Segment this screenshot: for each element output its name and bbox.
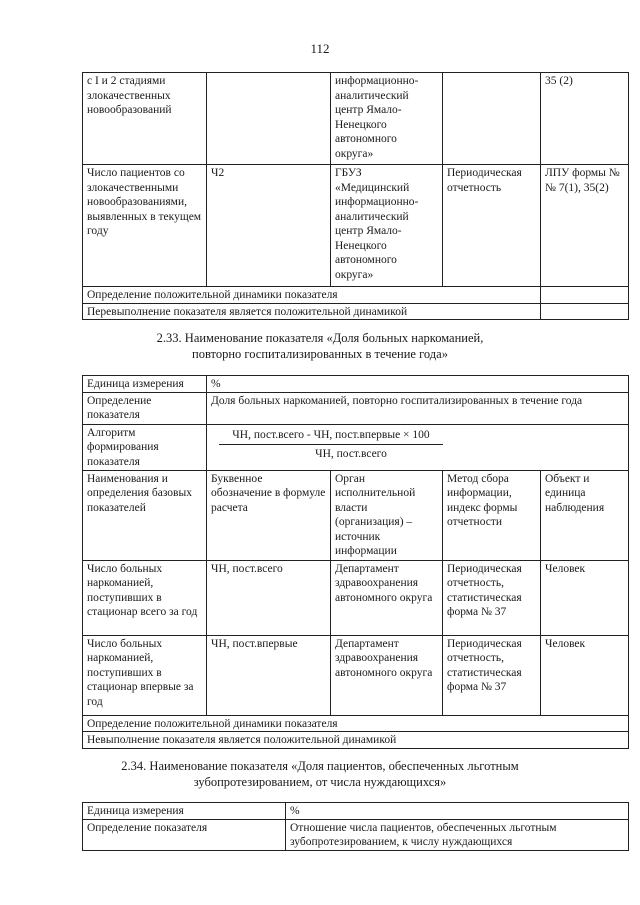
table-row <box>83 424 629 470</box>
table-row <box>83 819 629 850</box>
dynamics-text: Перевыполнение показателя является положительной динамикой <box>83 303 541 320</box>
definition-label: Определение показателя <box>83 819 286 850</box>
table-row <box>83 635 629 715</box>
base-indicator-name: Число больных наркоманией, поступивших в стационар впервые за год <box>83 635 207 715</box>
observation-object: 35 (2) <box>541 73 629 165</box>
info-source: ГБУЗ «Медицинский информационно- аналитический центр Ямало- Ненецкого автономного округа» <box>331 165 443 287</box>
formula-code: ЧН, пост.впервые <box>207 635 331 715</box>
header-source: Орган исполнительной власти (организация) – источник информации <box>331 470 443 560</box>
empty-cell <box>541 303 629 320</box>
table-header-row <box>83 470 629 560</box>
algorithm-label: Алгоритм формирования показателя <box>83 424 207 470</box>
indicator-table-2-34 <box>82 802 629 851</box>
formula-denominator: ЧН, пост.всего <box>315 448 387 460</box>
continuation-table <box>82 72 629 320</box>
section-heading-2-33 <box>0 330 640 362</box>
table-row <box>83 392 629 424</box>
definition-label: Определение показателя <box>83 392 207 424</box>
header-name: Наименования и определения базовых показателей <box>83 470 207 560</box>
dynamics-label: Определение положительной динамики показателя <box>83 715 629 732</box>
table-row <box>83 73 629 165</box>
info-source: Департамент здравоохранения автономного округа <box>331 560 443 635</box>
table-row <box>83 715 629 732</box>
table-row <box>83 803 629 820</box>
indicator-table-2-33 <box>82 375 629 749</box>
base-indicator-name: Число пациентов со злокачественными новообразованиями, выявленных в текущем году <box>83 165 207 287</box>
heading-line: повторно госпитализированных в течение года» <box>192 347 448 361</box>
info-source: Департамент здравоохранения автономного округа <box>331 635 443 715</box>
page-number: 112 <box>310 41 330 56</box>
table-row <box>83 376 629 393</box>
unit-value: % <box>286 803 629 820</box>
table-row <box>83 732 629 749</box>
formula-code <box>207 73 331 165</box>
formula-code: Ч2 <box>207 165 331 287</box>
unit-label: Единица измерения <box>83 376 207 393</box>
formula-numerator: ЧН, пост.всего - ЧН, пост.впервые × 100 <box>219 428 443 446</box>
section-heading-2-34 <box>0 758 640 790</box>
base-indicator-name: с I и 2 стадиями злокачественных новообразований <box>83 73 207 165</box>
collection-method <box>443 73 541 165</box>
heading-line: 2.34. Наименование показателя «Доля пациентов, обеспеченных льготным <box>121 759 519 773</box>
dynamics-text: Невыполнение показателя является положительной динамикой <box>83 732 629 749</box>
info-source: информационно- аналитический центр Ямало- Ненецкого автономного округа» <box>331 73 443 165</box>
table-row <box>83 165 629 287</box>
observation-object: ЛПУ формы №№ 7(1), 35(2) <box>541 165 629 287</box>
heading-line: зубопротезированием, от числа нуждающихся» <box>193 775 447 789</box>
header-code: Буквенное обозначение в формуле расчета <box>207 470 331 560</box>
base-indicator-name: Число больных наркоманией, поступивших в стационар всего за год <box>83 560 207 635</box>
collection-method: Периодическая отчетность, статистическая форма № 37 <box>443 560 541 635</box>
table-row <box>83 287 629 304</box>
header-object: Объект и единица наблюдения <box>541 470 629 560</box>
definition-value: Доля больных наркоманией, повторно госпитализированных в течение года <box>207 392 629 424</box>
observation-object: Человек <box>541 635 629 715</box>
table-row <box>83 560 629 635</box>
unit-label: Единица измерения <box>83 803 286 820</box>
unit-value: % <box>207 376 629 393</box>
observation-object: Человек <box>541 560 629 635</box>
heading-line: 2.33. Наименование показателя «Доля больных наркоманией, <box>156 331 484 345</box>
empty-cell <box>541 287 629 304</box>
definition-value: Отношение числа пациентов, обеспеченных льготным зубопротезированием, к числу нуждающихся <box>286 819 629 850</box>
collection-method: Периодическая отчетность <box>443 165 541 287</box>
header-method: Метод сбора информации, индекс формы отчетности <box>443 470 541 560</box>
formula <box>207 424 629 470</box>
formula-code: ЧН, пост.всего <box>207 560 331 635</box>
dynamics-label: Определение положительной динамики показателя <box>83 287 541 304</box>
collection-method: Периодическая отчетность, статистическая форма № 37 <box>443 635 541 715</box>
table-row <box>83 303 629 320</box>
